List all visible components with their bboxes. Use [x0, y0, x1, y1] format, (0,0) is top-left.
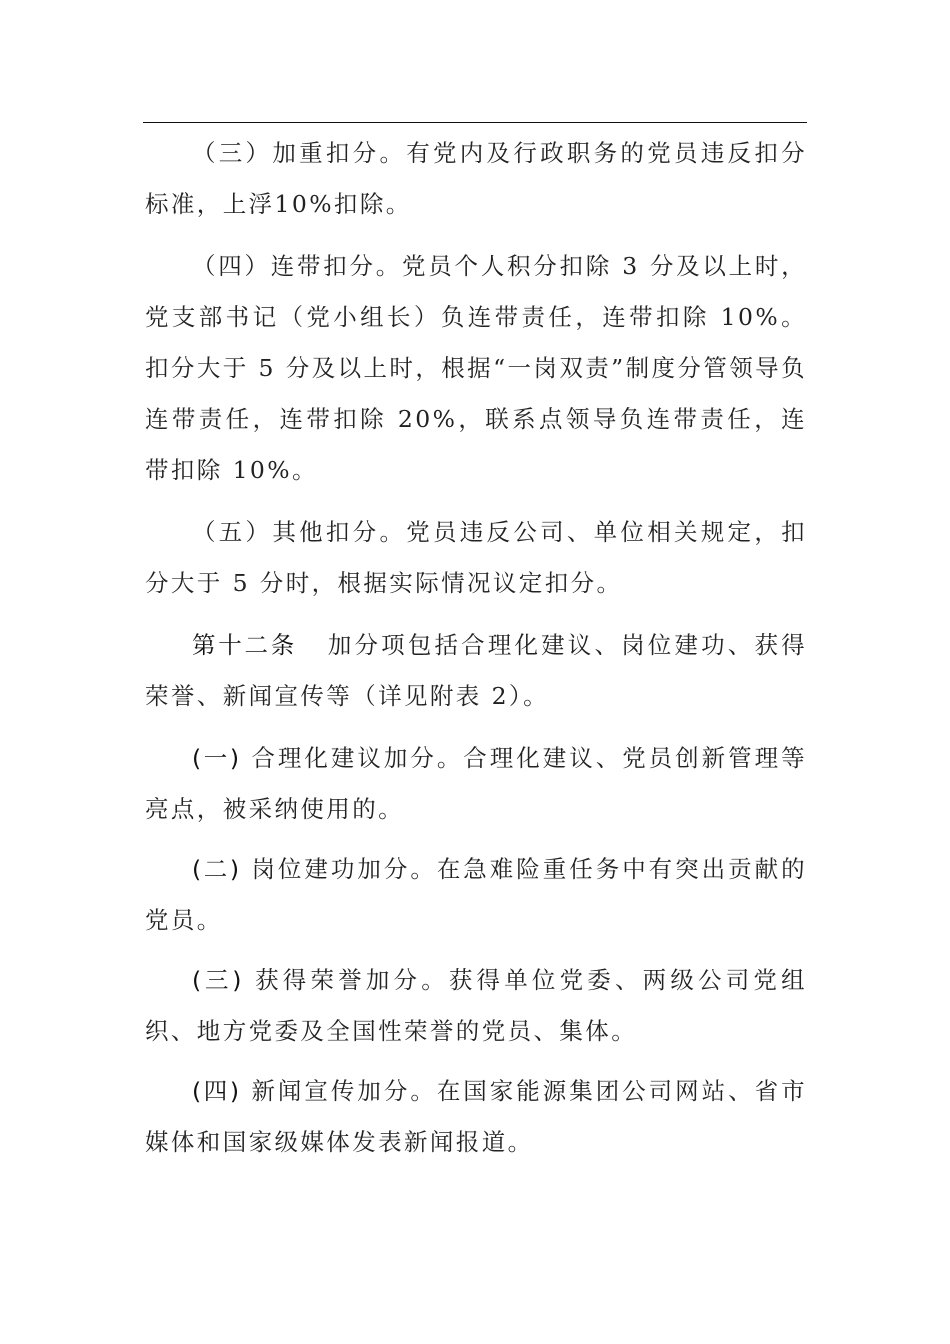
paragraph-text: （四）连带扣分。党员个人积分扣除 3 分及以上时，党支部书记（党小组长）负连带责任，连带扣除 10%。扣分大于 5 分及以上时，根据“一岗双责”制度分管领导负连带责任，连带扣除 20%，联系点领导负连带责任，连带扣除 10%。	[145, 252, 807, 484]
item-marker: (一)	[192, 744, 241, 772]
paragraph-text: 岗位建功加分。在急难险重任务中有突出贡献的党员。	[145, 855, 807, 934]
paragraph-text: （五）其他扣分。党员违反公司、单位相关规定，扣分大于 5 分时，根据实际情况议定扣分。	[145, 518, 807, 597]
paragraph-article-12	[145, 620, 807, 722]
paragraph-addition-3	[145, 955, 807, 1057]
paragraph-deduction-4	[145, 241, 807, 496]
paragraph-addition-4	[145, 1066, 807, 1168]
paragraph-text: 新闻宣传加分。在国家能源集团公司网站、省市媒体和国家级媒体发表新闻报道。	[145, 1077, 807, 1156]
item-marker: (二)	[192, 855, 241, 883]
item-marker: (四)	[192, 1077, 241, 1105]
paragraph-text: 加分项包括合理化建议、岗位建功、获得荣誉、新闻宣传等（详见附表 2）。	[145, 631, 808, 710]
item-marker: (三)	[192, 966, 244, 994]
paragraph-deduction-3	[145, 128, 807, 230]
header-rule	[143, 122, 807, 123]
article-heading: 第十二条	[192, 631, 298, 659]
document-body	[145, 128, 807, 1177]
paragraph-text: 合理化建议加分。合理化建议、党员创新管理等亮点，被采纳使用的。	[145, 744, 807, 823]
paragraph-text: （三）加重扣分。有党内及行政职务的党员违反扣分标准，上浮10%扣除。	[145, 139, 807, 218]
paragraph-deduction-5	[145, 507, 807, 609]
paragraph-text: 获得荣誉加分。获得单位党委、两级公司党组织、地方党委及全国性荣誉的党员、集体。	[145, 966, 808, 1045]
paragraph-addition-2	[145, 844, 807, 946]
paragraph-addition-1	[145, 733, 807, 835]
